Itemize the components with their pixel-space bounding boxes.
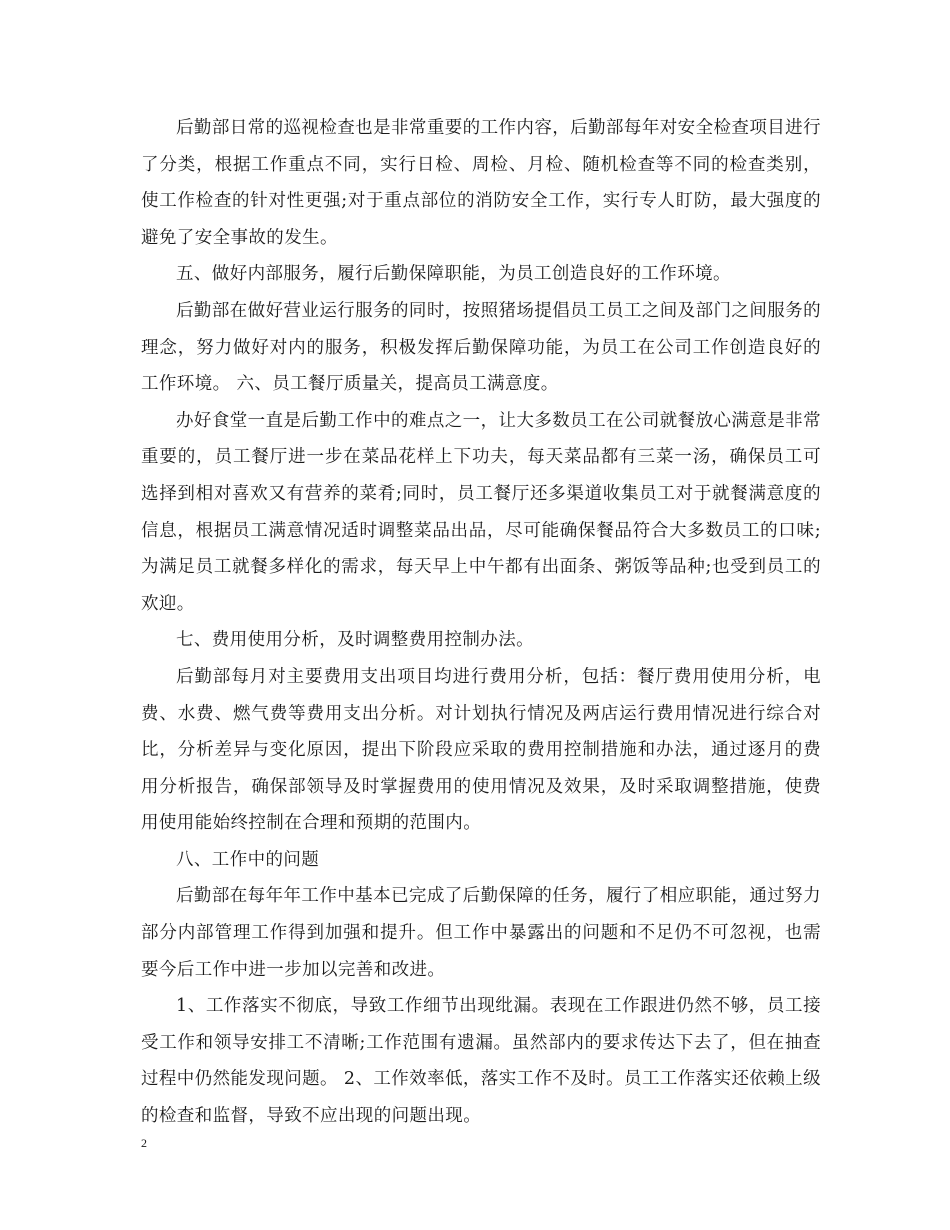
paragraph-problem-list: 1、工作落实不彻底，导致工作细节出现纰漏。表现在工作跟进仍然不够，员工接受工作和领导安排工不清晰;工作范围有遗漏。虽然部内的要求传达下去了，但在抽查过程中仍然能发现问题。 2、工作效率低，落实工作不及时。员工工作落实还依赖上级的检查和监督，导致不应出现的问题出现。: [141, 996, 821, 1127]
paragraph-internal-service: 后勤部在做好营业运行服务的同时，按照猪场提倡员工员工之间及部门之间服务的理念，努力做好对内的服务，积极发挥后勤保障功能，为员工在公司工作创造良好的工作环境。 六、员工餐厅质量关，提高员工满意度。: [141, 300, 821, 395]
document-body: [141, 110, 821, 1135]
heading-cost-analysis: 七、费用使用分析，及时调整费用控制办法。: [176, 630, 534, 651]
paragraph-cost-analysis: 后勤部每月对主要费用支出项目均进行费用分析，包括：餐厅费用使用分析，电费、水费、燃气费等费用支出分析。对计划执行情况及两店运行费用情况进行综合对比，分析差异与变化原因，提出下阶段应采取的费用控制措施和办法，通过逐月的费用分析报告，确保部领导及时掌握费用的使用情况及效果，及时采取调整措施，使费用使用能始终控制在合理和预期的范围内。: [141, 666, 821, 834]
heading-internal-service: 五、做好内部服务，履行后勤保障职能，为员工创造良好的工作环境。: [176, 264, 731, 285]
page-number: 2: [141, 1136, 147, 1150]
paragraph-inspection: 后勤部日常的巡视检查也是非常重要的工作内容，后勤部每年对安全检查项目进行了分类，根据工作重点不同，实行日检、周检、月检、随机检查等不同的检查类别，使工作检查的针对性更强;对于重点部位的消防安全工作，实行专人盯防，最大强度的避免了安全事故的发生。: [141, 118, 821, 248]
paragraph-canteen: 办好食堂一直是后勤工作中的难点之一，让大多数员工在公司就餐放心满意是非常重要的，员工餐厅进一步在菜品花样上下功夫，每天菜品都有三菜一汤，确保员工可选择到相对喜欢又有营养的菜肴;同时，员工餐厅还多渠道收集员工对于就餐满意度的信息，根据员工满意情况适时调整菜品出品，尽可能确保餐品符合大多数员工的口味;为满足员工就餐多样化的需求，每天早上中午都有出面条、粥饭等品种;也受到员工的欢迎。: [141, 410, 821, 614]
paragraph-problems: 后勤部在每年年工作中基本已完成了后勤保障的任务，履行了相应职能，通过努力部分内部管理工作得到加强和提升。但工作中暴露出的问题和不足仍不可忽视，也需要今后工作中进一步加以完善和改进。: [141, 886, 821, 980]
heading-problems: 八、工作中的问题: [176, 849, 320, 870]
